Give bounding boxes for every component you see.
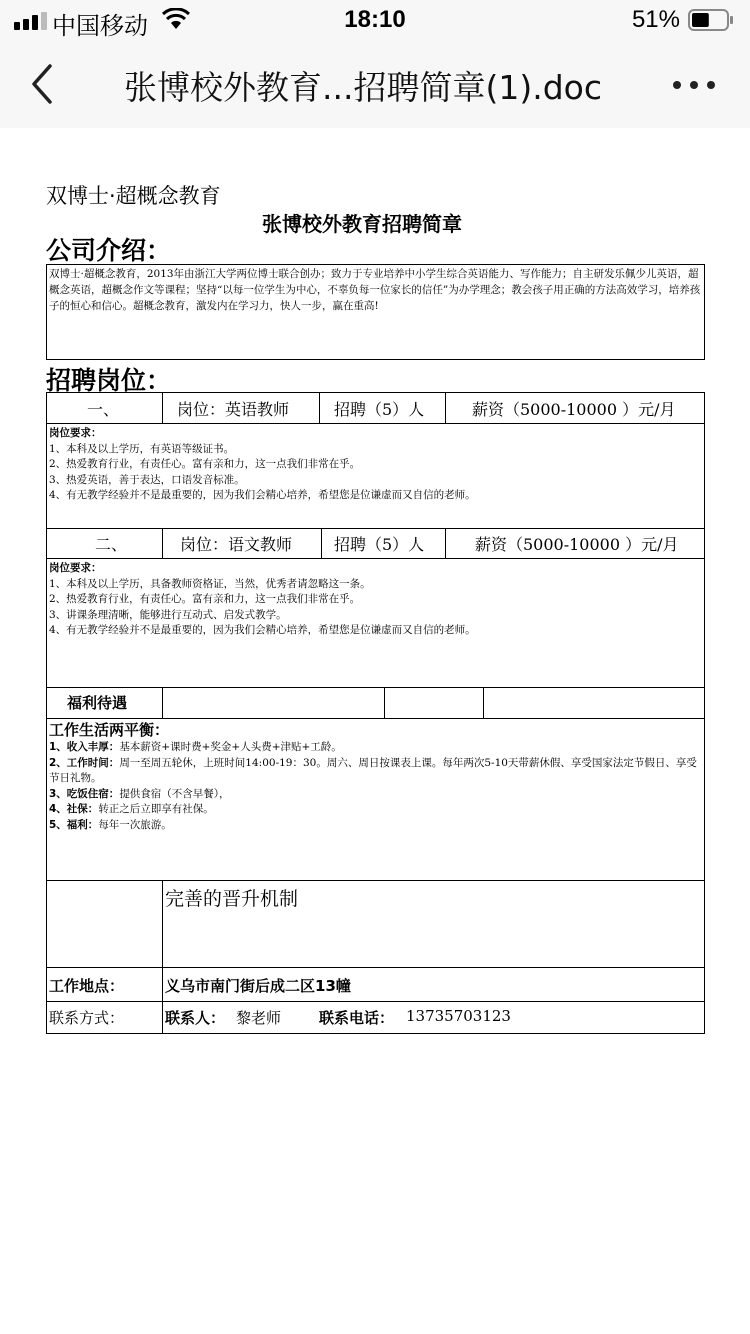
requirement-item: 3、热爱英语，善于表达，口语发音标准。: [49, 473, 245, 486]
navigation-bar: [0, 40, 750, 128]
document-page: [0, 128, 750, 1334]
promotion-text: 完善的晋升机制: [165, 888, 299, 910]
position-2-title: 岗位：语文教师: [180, 535, 293, 554]
requirement-item: 4、有无教学经验并不是最重要的，因为我们会精心培养，希望您是位谦虚而又自信的老师。: [49, 624, 476, 636]
position-2-row: [46, 528, 705, 559]
position-1-title: 岗位：英语教师: [177, 400, 290, 419]
positions-heading: 招聘岗位：: [46, 366, 172, 395]
position-1-requirements: [46, 423, 705, 529]
company-intro-heading: 公司介绍：: [46, 236, 172, 265]
top-bar: [0, 0, 750, 128]
position-2-index: 二、: [95, 535, 128, 554]
clock: 18:10: [344, 6, 406, 33]
position-2-requirements: [46, 558, 705, 688]
company-logo-text: 双博士·超概念教育: [46, 184, 221, 208]
phone-number[interactable]: 13735703123: [406, 1007, 511, 1025]
work-life-balance-title: 工作生活两平衡：: [49, 721, 170, 739]
carrier-name: 中国移动: [52, 13, 148, 40]
position-2-requirements-text: [49, 561, 476, 639]
requirements-label: 岗位要求：: [49, 562, 102, 574]
position-1-requirements-text: [49, 426, 476, 504]
benefits-details: [46, 718, 705, 881]
requirement-item: 1、本科及以上学历，具备教师资格证，当然，优秀者请忽略这一条。: [49, 577, 371, 590]
requirement-item: 4、有无教学经验并不是最重要的，因为我们会精心培养，希望您是位谦虚而又自信的老师。: [49, 489, 476, 501]
benefit-item: 1、收入丰厚：基本薪资+课时费+奖金+人头费+津贴+工龄。: [49, 741, 342, 753]
position-2-count: 招聘（5）人: [334, 535, 425, 554]
promotion-row: [46, 880, 705, 968]
contact-person-label: 联系人：: [165, 1009, 226, 1027]
requirements-label: 岗位要求：: [49, 427, 102, 439]
more-options-icon[interactable]: [672, 80, 716, 90]
position-1-salary: 薪资（5000-10000 ）元/月: [472, 400, 676, 419]
battery-percentage: 51%: [631, 6, 680, 33]
requirement-item: 1、本科及以上学历，有英语等级证书。: [49, 442, 235, 455]
position-1-index: 一、: [87, 400, 120, 419]
position-1-count: 招聘（5）人: [334, 400, 425, 419]
company-intro-box: [46, 264, 705, 360]
phone-label: 联系电话：: [319, 1009, 395, 1027]
location-row: [46, 967, 705, 1002]
contact-person: 黎老师: [236, 1009, 282, 1027]
benefits-list: [49, 740, 701, 833]
contact-label: 联系方式：: [49, 1009, 125, 1027]
status-bar: [0, 0, 750, 40]
benefits-label: 福利待遇: [67, 694, 128, 712]
back-arrow-icon[interactable]: [28, 62, 56, 106]
location-value: 义乌市南门街后成二区13幢: [165, 977, 351, 995]
document-title: 张博校外教育...招聘简章(1).doc: [124, 68, 602, 107]
requirement-item: 2、热爱教育行业，有责任心。富有亲和力，这一点我们非常在乎。: [49, 593, 361, 605]
company-intro-text: 双博士·超概念教育，2013年由浙江大学两位博士联合创办；致力于专业培养中小学生综合英语能力、写作能力；自主研发乐佩少儿英语，超概念英语，超概念作文等课程；坚持“以每一位学生为中心，不辜负每一位家长的信任”为办学理念；教会孩子用正确的方法高效学习，培养孩子的恒心和信心。超概念教育，激发内在学习力，快人一步，赢在重高!: [49, 268, 701, 312]
position-2-salary: 薪资（5000-10000 ）元/月: [475, 535, 679, 554]
benefit-item: 2、工作时间：周一至周五轮休，上班时间14:00-19：30。周六、周日按课表上课。每年两次5-10天带薪休假、享受国家法定节假日、享受节日礼物。: [49, 756, 697, 784]
benefit-item: 4、社保：转正之后立即享有社保。: [49, 803, 214, 815]
benefit-item: 5、福利：每年一次旅游。: [49, 818, 172, 831]
recruitment-title: 张博校外教育招聘简章: [262, 212, 462, 236]
requirement-item: 2、热爱教育行业，有责任心。富有亲和力，这一点我们非常在乎。: [49, 458, 361, 470]
benefits-row: [46, 687, 705, 719]
contact-row: [46, 1001, 705, 1034]
position-1-row: [46, 392, 705, 424]
battery-icon: [688, 9, 734, 31]
requirement-item: 3、讲课条理清晰，能够进行互动式、启发式教学。: [49, 608, 287, 621]
location-label: 工作地点：: [49, 977, 125, 995]
benefit-item: 3、吃饭住宿：提供食宿（不含早餐），: [49, 787, 230, 800]
